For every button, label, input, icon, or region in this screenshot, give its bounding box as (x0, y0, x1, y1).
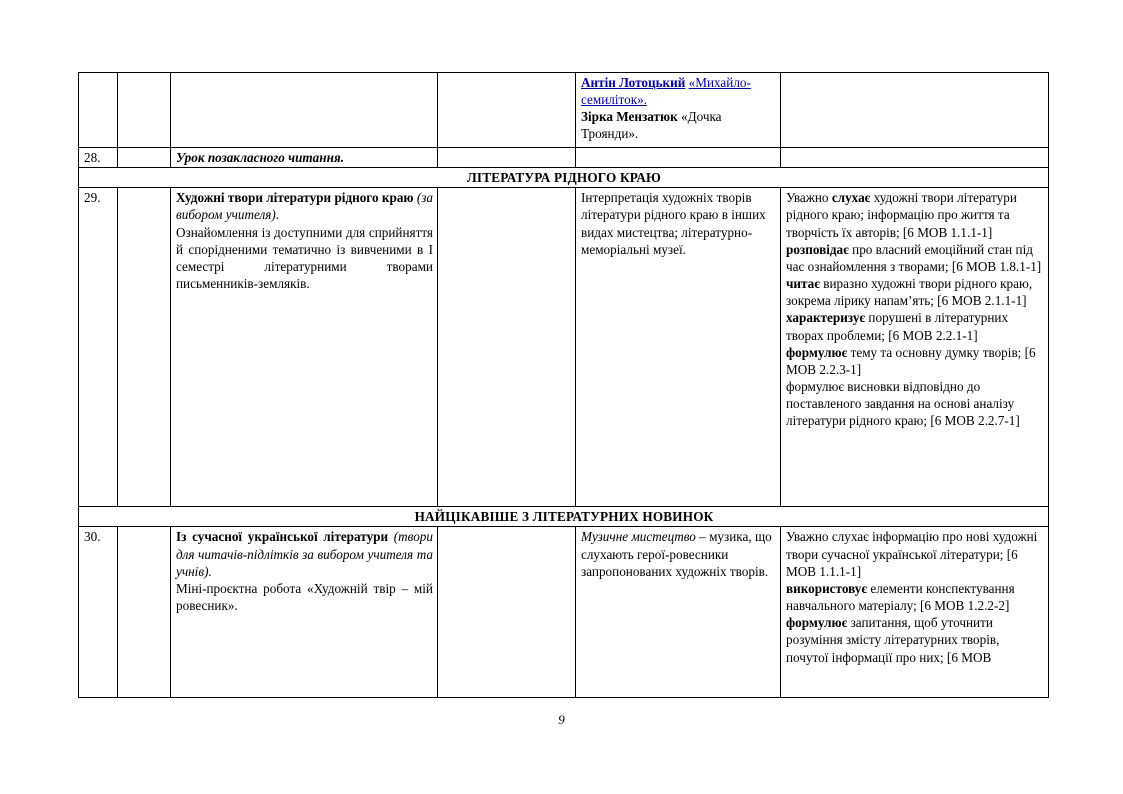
work-dochka-troyandy: «Дочка Троянди». (581, 109, 722, 142)
section-header-row-novelties (79, 507, 1049, 527)
content-30-bold: Із сучасної української літератури (176, 529, 389, 545)
outcome-verb: розповідає (786, 241, 849, 257)
outcome-text: про власний емоційний стан під час ознайомлення з творами; [6 МОВ 1.8.1-1] (786, 241, 1042, 274)
section-header-row-native-land (79, 168, 1049, 188)
cell-hours-28 (118, 148, 171, 168)
outcome-item (786, 241, 1044, 275)
content-30-italic: (твори для читачів-підлітків за вибором учителя та учнів). (176, 529, 433, 579)
outcome-verb: формулює (786, 344, 848, 360)
link-mykhailo-semylitok[interactable]: «Михайло-семиліток». (581, 75, 751, 108)
cell-hours (118, 73, 171, 148)
cell-interart-30 (576, 527, 781, 698)
section-title-native-land: ЛІТЕРАТУРА РІДНОГО КРАЮ (79, 168, 1049, 188)
cell-content-29 (171, 188, 438, 507)
cell-outcomes-28 (781, 148, 1049, 168)
table-row-continuation (79, 73, 1049, 148)
outcome-item (786, 189, 1044, 240)
outcome-item (786, 378, 1044, 429)
content-30-title (176, 528, 433, 579)
cell-interart-29: Інтерпретація художніх творів літератури рідного краю в інших видах мистецтва; літературно-меморіальні музеї. (576, 188, 781, 507)
cell-outcomes (781, 73, 1049, 148)
outcome-text: виразно художні твори рідного краю, зокрема лірику напам’ять; [6 МОВ 2.1.1-1] (786, 276, 1033, 309)
table-row-28 (79, 148, 1049, 168)
outcome-item (786, 528, 1044, 579)
cell-empty-29 (438, 188, 576, 507)
cell-literature-28 (576, 148, 781, 168)
page-number: 9 (558, 712, 565, 727)
outcome-text: запитання, щоб уточнити розуміння змісту літературних творів, почутої інформації про них; [6 МОВ (786, 615, 1000, 665)
table-row-30 (79, 527, 1049, 698)
outcome-verb: читає (786, 276, 820, 292)
outcome-verb: характеризує (786, 310, 866, 326)
cell-number (79, 73, 118, 148)
cell-content-28: Урок позакласного читання. (171, 148, 438, 168)
content-30-description: Міні-проєктна робота «Художній твір – мій ровесник». (176, 580, 433, 614)
literature-link-paragraph (581, 74, 776, 108)
interart-30-italic: Музичне мистецтво – (581, 529, 710, 545)
table-row-29 (79, 188, 1049, 507)
cell-literature-titles (576, 73, 781, 148)
outcome-pre: Уважно (786, 190, 832, 206)
cell-content (171, 73, 438, 148)
outcome-verb: слухає (831, 190, 871, 206)
outcome-text: елементи конспектування навчального матеріалу; [6 МОВ 1.2.2-2] (786, 580, 1015, 614)
cell-empty-28 (438, 148, 576, 168)
cell-outcomes-30 (781, 527, 1049, 698)
outcome-item (786, 309, 1044, 343)
interart-30-rest: музика, що слухають герої-ровесники запропонованих художніх творів. (581, 529, 772, 579)
content-29-description: Ознайомлення із доступними для сприйняття й спорідненими тематично із вивченими в І семестрі літературними творами письменників-земляків. (176, 224, 433, 292)
cell-hours-29 (118, 188, 171, 507)
outcome-text: формулює висновки відповідно до поставленого завдання на основі аналізу літератури рідного краю; [6 МОВ 2.2.7-1] (786, 379, 1020, 429)
content-29-title (176, 189, 433, 223)
cell-hours-30 (118, 527, 171, 698)
outcome-text: Уважно слухає інформацію про нові художні твори сучасної української літератури; [6 МОВ 1.1.1-1] (786, 529, 1038, 579)
section-title-novelties: НАЙЦІКАВІШЕ З ЛІТЕРАТУРНИХ НОВИНОК (79, 507, 1049, 527)
content-29-italic: (за вибором учителя). (176, 190, 433, 223)
cell-empty (438, 73, 576, 148)
cell-number-28: 28. (79, 148, 118, 168)
cell-number-30: 30. (79, 527, 118, 698)
link-antin-lototskyi[interactable]: Антін Лотоцький (581, 75, 686, 90)
outcome-item (786, 275, 1044, 309)
outcome-text: порушені в літературних творах проблеми; [6 МОВ 2.2.1-1] (786, 310, 1009, 343)
content-29-bold: Художні твори літератури рідного краю (176, 190, 414, 206)
outcome-verb: використовує (786, 580, 868, 596)
outcome-text: художні твори літератури рідного краю; інформацію про життя та творчість їх авторів; [6 МОВ 1.1.1-1] (786, 190, 1017, 240)
cell-outcomes-29 (781, 188, 1049, 507)
author-zirka-menzatyuk: Зірка Мензатюк (581, 109, 678, 125)
cell-empty-30 (438, 527, 576, 698)
literature-second-title (581, 108, 776, 142)
cell-number-29: 29. (79, 188, 118, 507)
outcome-text: тему та основну думку творів; [6 МОВ 2.2.3-1] (786, 344, 1036, 377)
outcome-item (786, 344, 1044, 378)
outcome-verb: формулює (786, 615, 848, 631)
curriculum-table (78, 72, 1049, 698)
outcome-item (786, 580, 1044, 614)
outcome-item (786, 614, 1044, 665)
cell-content-30 (171, 527, 438, 698)
